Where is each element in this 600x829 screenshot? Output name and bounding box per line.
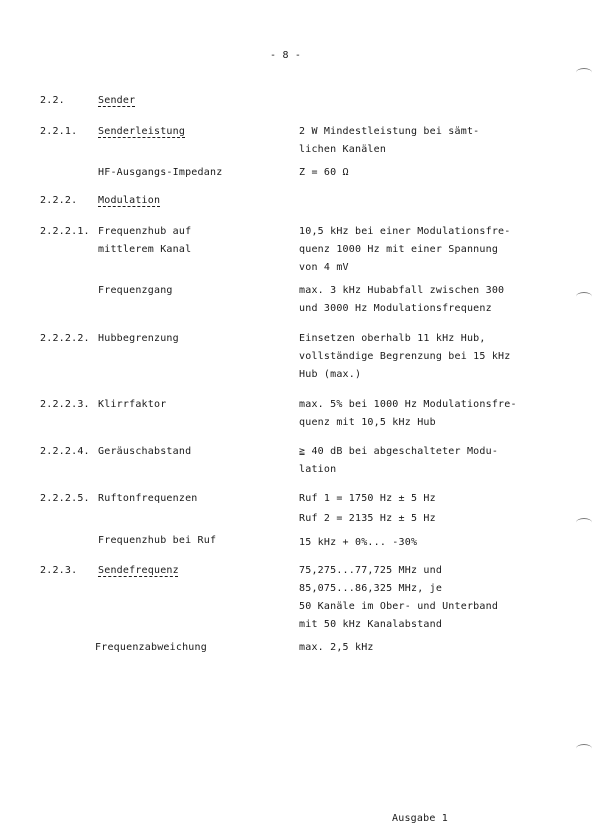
spec-label: Geräuschabstand: [98, 446, 192, 457]
spec-value-line: vollständige Begrenzung bei 15 kHz: [299, 351, 511, 362]
spec-value-line: max. 2,5 kHz: [299, 642, 374, 653]
spec-label: Frequenzhub auf: [98, 226, 192, 237]
spec-value-line: max. 3 kHz Hubabfall zwischen 300: [299, 285, 505, 296]
margin-mark: [576, 292, 592, 301]
section-number: 2.2.3.: [40, 565, 78, 576]
spec-label: Hubbegrenzung: [98, 333, 179, 344]
margin-mark: [576, 518, 592, 527]
spec-value-line: und 3000 Hz Modulationsfrequenz: [299, 303, 492, 314]
spec-value-line: Z = 60 Ω: [299, 167, 349, 178]
margin-mark: [576, 68, 592, 77]
section-number: 2.2.2.1.: [40, 226, 90, 237]
spec-label: Frequenzgang: [98, 285, 173, 296]
spec-value-line: quenz mit 10,5 kHz Hub: [299, 417, 436, 428]
spec-value-line: quenz 1000 Hz mit einer Spannung: [299, 244, 499, 255]
spec-value-line: 75,275...77,725 MHz und: [299, 565, 443, 576]
spec-label: HF-Ausgangs-Impedanz: [98, 167, 223, 178]
spec-label: Klirrfaktor: [98, 399, 167, 410]
spec-value-line: Ruf 1 = 1750 Hz ± 5 Hz: [299, 493, 436, 504]
spec-value-line: 2 W Mindestleistung bei sämt-: [299, 126, 480, 137]
section-title: Sender: [98, 95, 136, 106]
spec-label: Frequenzhub bei Ruf: [98, 535, 217, 546]
spec-value-line: 50 Kanäle im Ober- und Unterband: [299, 601, 499, 612]
spec-value-line: 85,075...86,325 MHz, je: [299, 583, 443, 594]
spec-value-line: lichen Kanälen: [299, 144, 387, 155]
section-title: Modulation: [98, 195, 161, 206]
spec-value-line: 10,5 kHz bei einer Modulationsfre-: [299, 226, 511, 237]
spec-value-line: 15 kHz + 0%... -30%: [299, 537, 418, 548]
spec-value-line: von 4 mV: [299, 262, 349, 273]
section-number: 2.2.1.: [40, 126, 78, 137]
spec-label: mittlerem Kanal: [98, 244, 192, 255]
spec-value-line: ≧ 40 dB bei abgeschalteter Modu-: [299, 446, 499, 457]
section-number: 2.2.2.: [40, 195, 78, 206]
spec-label: Frequenzabweichung: [95, 642, 207, 653]
section-title: Sendefrequenz: [98, 565, 179, 576]
spec-value-line: Ruf 2 = 2135 Hz ± 5 Hz: [299, 513, 436, 524]
spec-value-line: max. 5% bei 1000 Hz Modulationsfre-: [299, 399, 517, 410]
spec-label: Ruftonfrequenzen: [98, 493, 198, 504]
section-number: 2.2.2.3.: [40, 399, 90, 410]
spec-label: Senderleistung: [98, 126, 186, 137]
spec-value-line: Einsetzen oberhalb 11 kHz Hub,: [299, 333, 486, 344]
footer-edition: Ausgabe 1: [392, 813, 448, 824]
section-number: 2.2.: [40, 95, 65, 106]
spec-value-line: mit 50 kHz Kanalabstand: [299, 619, 443, 630]
margin-mark: [576, 744, 592, 753]
page-number: - 8 -: [270, 50, 302, 61]
spec-value-line: Hub (max.): [299, 369, 362, 380]
section-number: 2.2.2.5.: [40, 493, 90, 504]
spec-value-line: lation: [299, 464, 337, 475]
section-number: 2.2.2.2.: [40, 333, 90, 344]
section-number: 2.2.2.4.: [40, 446, 90, 457]
